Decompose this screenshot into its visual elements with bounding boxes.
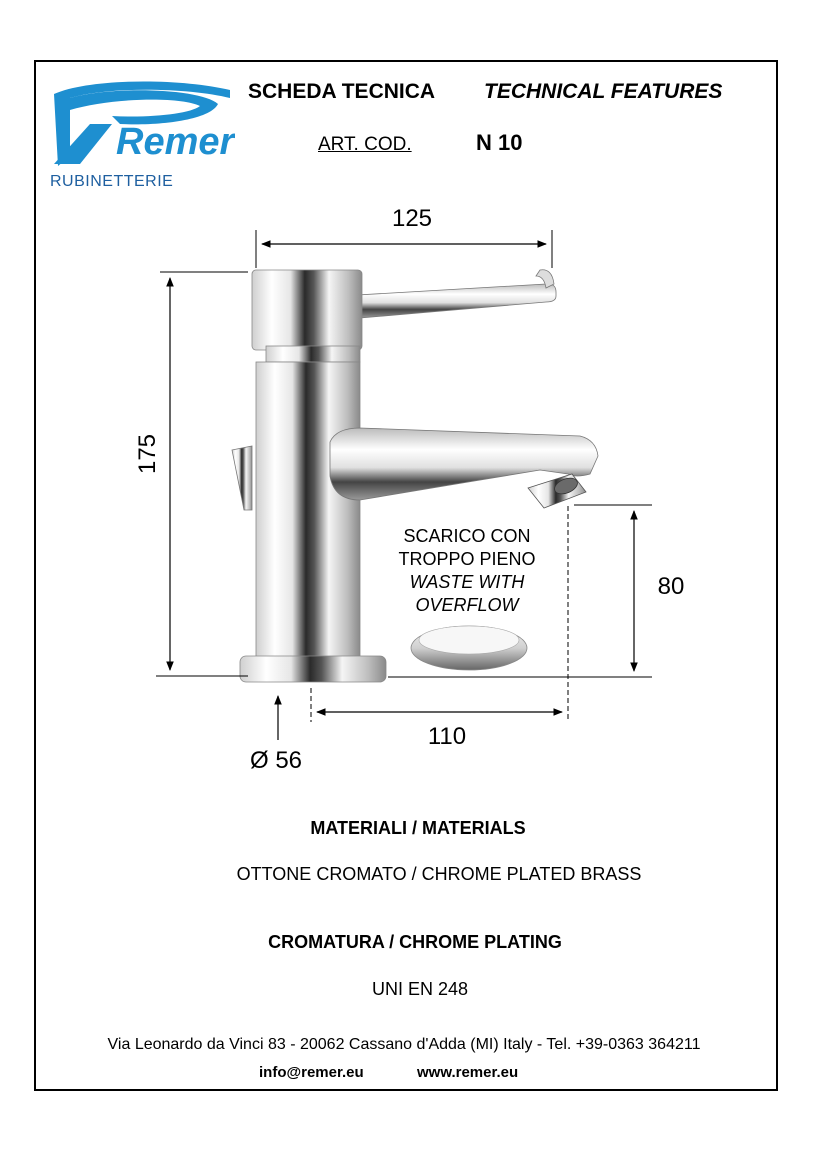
dim-height-label: 175 xyxy=(134,433,161,475)
footer-email[interactable]: info@remer.eu xyxy=(259,1064,364,1081)
dimension-base xyxy=(250,696,302,774)
materials-title: MATERIALI / MATERIALS xyxy=(310,818,526,838)
faucet-illustration xyxy=(232,270,598,682)
materials-value: OTTONE CROMATO / CHROME PLATED BRASS xyxy=(236,864,642,884)
plating-title: CROMATURA / CHROME PLATING xyxy=(268,932,562,952)
waste-line-2: TROPPO PIENO xyxy=(398,549,536,569)
logo-subtitle: RUBINETTERIE xyxy=(50,173,174,190)
footer-website[interactable]: www.remer.eu xyxy=(417,1064,519,1081)
waste-line-4: OVERFLOW xyxy=(415,595,519,615)
dim-width-label: 125 xyxy=(391,205,433,232)
dim-base-label: Ø 56 xyxy=(249,747,303,774)
title-it: SCHEDA TECNICA xyxy=(248,80,436,103)
title-en: TECHNICAL FEATURES xyxy=(484,80,723,103)
waste-label xyxy=(398,526,535,615)
logo-brand-text: Remer xyxy=(116,121,235,163)
plating-value: UNI EN 248 xyxy=(371,979,469,999)
dimension-width xyxy=(256,205,552,268)
waste-plug-illustration xyxy=(411,626,527,670)
dim-spout-height-label: 80 xyxy=(657,573,685,600)
dim-reach-label: 110 xyxy=(427,723,467,750)
dimension-height xyxy=(134,272,248,676)
waste-line-1: SCARICO CON xyxy=(403,526,531,546)
footer-address: Via Leonardo da Vinci 83 - 20062 Cassano d'Adda (MI) Italy - Tel. +39-0363 364211 xyxy=(107,1036,701,1053)
waste-line-3: WASTE WITH xyxy=(409,572,525,592)
art-cod-label: ART. COD. xyxy=(318,134,412,155)
art-cod-value: N 10 xyxy=(476,130,523,155)
